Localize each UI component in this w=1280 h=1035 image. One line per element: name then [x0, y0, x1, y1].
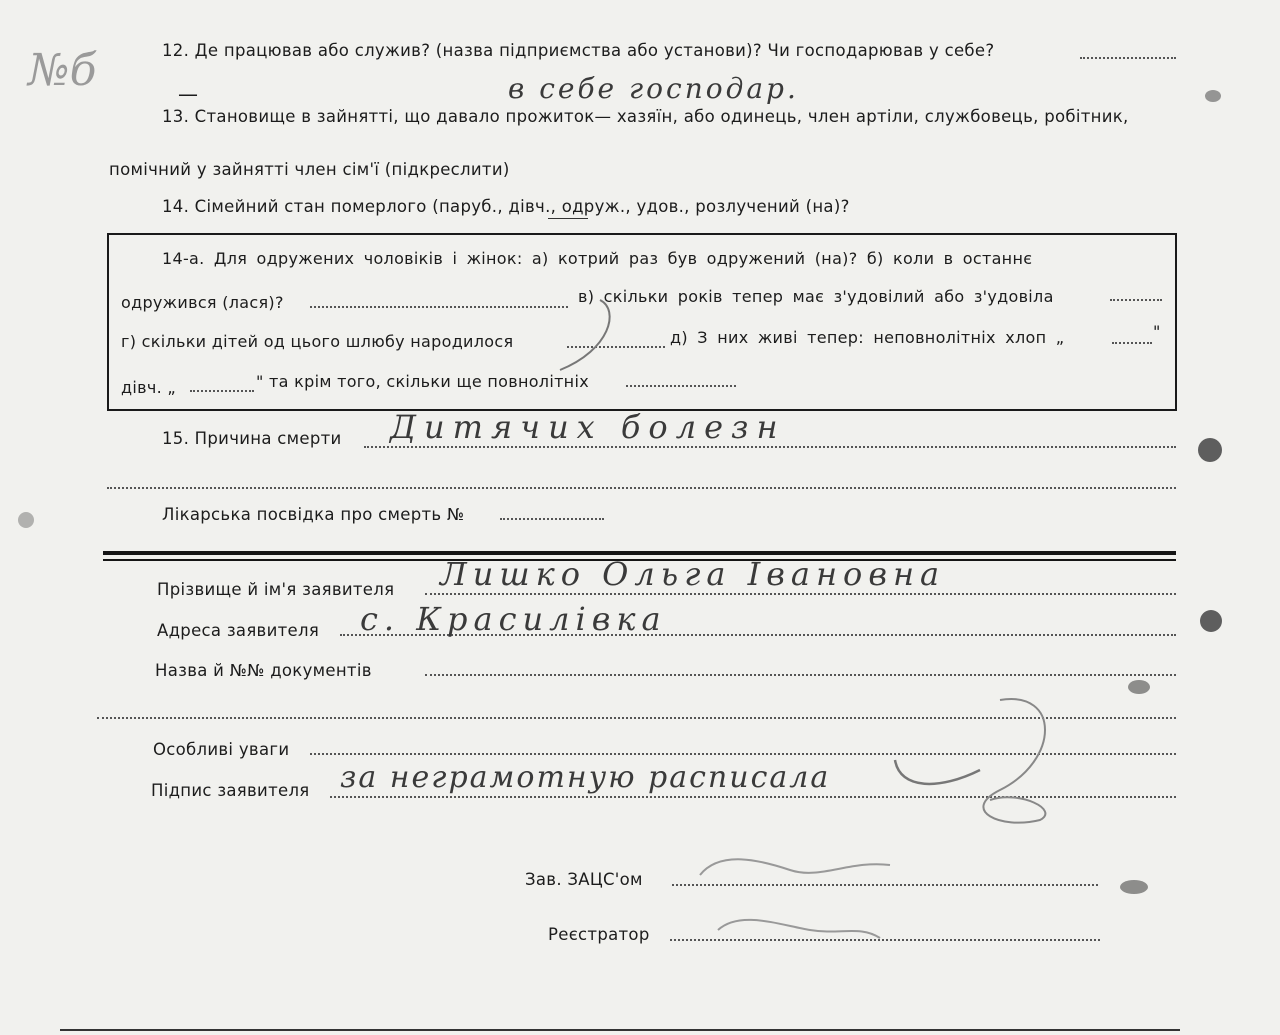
punch-hole-blot [1200, 610, 1222, 632]
punch-hole-blot [1198, 438, 1222, 462]
pencil-cross-mark [895, 760, 980, 784]
applicant-docs-line [425, 674, 1176, 676]
q14-label: 14. Сімейний стан померлого (паруб., дівч., одруж., удов., розлучений (на)? [162, 197, 850, 216]
registrar-label: Реєстратор [548, 925, 650, 944]
applicant-name-value: Лишко Ольга Івановна [440, 555, 946, 593]
applicant-address-label: Адреса заявителя [157, 621, 320, 640]
q14a-line4-left: дівч. „ [121, 378, 176, 397]
q14a-line2-right: в) скільки років тепер має з'удовілий або з'удовіла [578, 287, 1054, 306]
q14a-children-line [567, 346, 665, 348]
q12-label: 12. Де працював або служив? (назва підприємства або установи)? Чи господарював у себе? [162, 41, 995, 60]
applicant-signature-value: за неграмотную расписала [340, 760, 831, 795]
q12-dash: — [178, 82, 199, 106]
margin-note: №б [28, 45, 97, 96]
punch-hole-blot [1205, 90, 1221, 102]
q14a-line3-right: д) З них живі тепер: неповнолітніх хлоп „ [670, 328, 1065, 347]
registrar-signature-scribble [718, 920, 880, 938]
applicant-address-value: с. Красилівка [360, 600, 667, 638]
q13-line1: 13. Становище в зайнятті, що давало прожиток— хазяїн, або одинець, член артіли, службовець, робітник, [162, 107, 1129, 126]
punch-hole-blot [18, 512, 34, 528]
applicant-docs-line-2 [97, 717, 1176, 719]
applicant-signature-label: Підпис заявителя [151, 781, 310, 800]
head-signature-line [672, 884, 1098, 886]
applicant-notes-line [310, 753, 1176, 755]
registrar-signature-line [670, 939, 1100, 941]
q14a-line4-right: " та крім того, скільки ще повнолітніх [256, 372, 589, 391]
q14a-adults-line [626, 385, 736, 387]
head-label: Зав. ЗАЦС'ом [525, 870, 643, 889]
q14a-line2-left: одружився (лася)? [121, 293, 284, 312]
applicant-docs-label: Назва й №№ документів [155, 661, 372, 680]
q12-answer: в себе господар. [508, 72, 799, 105]
applicant-name-label: Прізвище й ім'я заявителя [157, 580, 395, 599]
applicant-notes-label: Особливі уваги [153, 740, 290, 759]
q14a-line3-end: " [1153, 322, 1161, 341]
q14a-widowed-years-line [1110, 299, 1162, 301]
q15-fill-line-2 [107, 487, 1176, 489]
q15-label: 15. Причина смерти [162, 429, 342, 448]
q14a-line1: 14-а. Для одружених чоловіків і жінок: а) котрий раз був одружений (на)? б) коли в останнє [162, 249, 1033, 268]
punch-hole-blot [1120, 880, 1148, 894]
punch-hole-blot [1128, 680, 1150, 694]
q15-fill-line-1 [364, 446, 1176, 448]
q14a-when-married-line [310, 306, 568, 308]
q14a-boys-line [1112, 342, 1152, 344]
applicant-name-line [425, 593, 1176, 595]
q12-fill-line [1080, 57, 1176, 59]
q14a-girls-line [190, 390, 254, 392]
q13-line2: помічний у зайнятті член сім'ї (підкреслити) [109, 160, 510, 179]
q14-underline-divch [548, 218, 588, 219]
head-signature-scribble [700, 859, 890, 875]
applicant-signature-line [330, 796, 1176, 798]
q14a-line3-left: г) скільки дітей од цього шлюбу народилося [121, 332, 514, 351]
q15-answer: Дитячих болезн [390, 408, 786, 446]
medical-label: Лікарська посвідка про смерть № [162, 505, 465, 524]
medical-number-line [500, 518, 604, 520]
